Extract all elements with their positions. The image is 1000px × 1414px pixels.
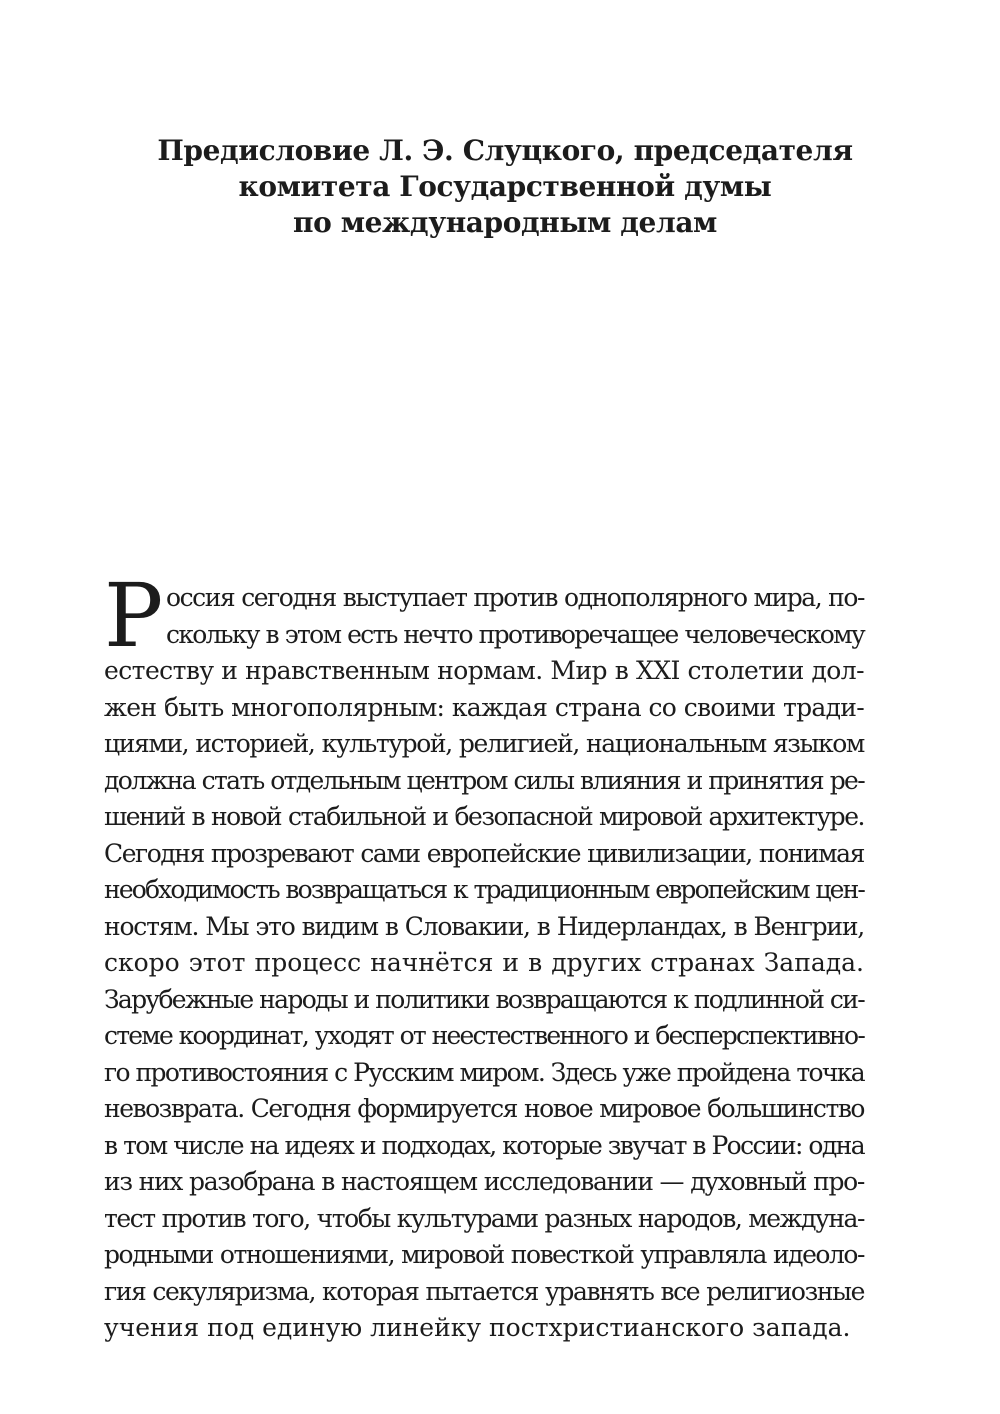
text-line: скольку в этом есть нечто противоречащее человеческому	[166, 619, 864, 649]
text-line: учения под единую линейку постхристианского запада.	[104, 1313, 851, 1342]
text-line: должна стать отдельным центром силы влияния и принятия ре-	[104, 765, 864, 795]
text-line: циями, историей, культурой, религией, национальным языком	[104, 729, 864, 758]
text-line: жен быть многополярным: каждая страна со своими тради-	[104, 692, 864, 722]
text-line: гия секуляризма, которая пытается уравнять все религиозные	[104, 1276, 864, 1306]
text-line: шений в новой стабильной и безопасной мировой архитектуре.	[104, 802, 864, 831]
heading-line: по международным делам	[293, 206, 717, 239]
heading-line: Предисловие Л. Э. Слуцкого, председателя	[157, 134, 853, 167]
text-line: Зарубежные народы и политики возвращаются к подлинной си-	[104, 984, 864, 1014]
body-paragraph	[104, 564, 864, 1347]
text-line: естеству и нравственным нормам. Мир в XXI столетии дол-	[104, 656, 864, 685]
heading-line: комитета Государственной думы	[238, 170, 772, 203]
text-line: ностям. Мы это видим в Словакии, в Нидерландах, в Венгрии,	[104, 911, 864, 941]
text-line: скоро этот процесс начнётся и в других странах Запада.	[104, 948, 864, 977]
drop-cap: Р	[104, 564, 164, 667]
text-line: из них разобрана в настоящем исследовании — духовный про-	[104, 1167, 864, 1196]
text-line: в том числе на идеях и подходах, которые звучат в России: одна	[104, 1130, 864, 1160]
text-line: тест против того, чтобы культурами разных народов, междуна-	[104, 1203, 864, 1233]
text-line: невозврата. Сегодня формируется новое мировое большинство	[104, 1094, 864, 1123]
chapter-heading	[100, 133, 910, 241]
text-line: Сегодня прозревают сами европейские цивилизации, понимая	[104, 838, 864, 868]
text-line: стеме координат, уходят от неестественного и бесперспективно-	[104, 1021, 864, 1050]
text-line: необходимость возвращаться к традиционным европейским цен-	[104, 875, 864, 904]
text-line: родными отношениями, мировой повесткой управляла идеоло-	[104, 1240, 864, 1269]
text-line: го противостояния с Русским миром. Здесь уже пройдена точка	[104, 1057, 864, 1087]
text-line: оссия сегодня выступает против однополярного мира, по-	[166, 583, 864, 612]
